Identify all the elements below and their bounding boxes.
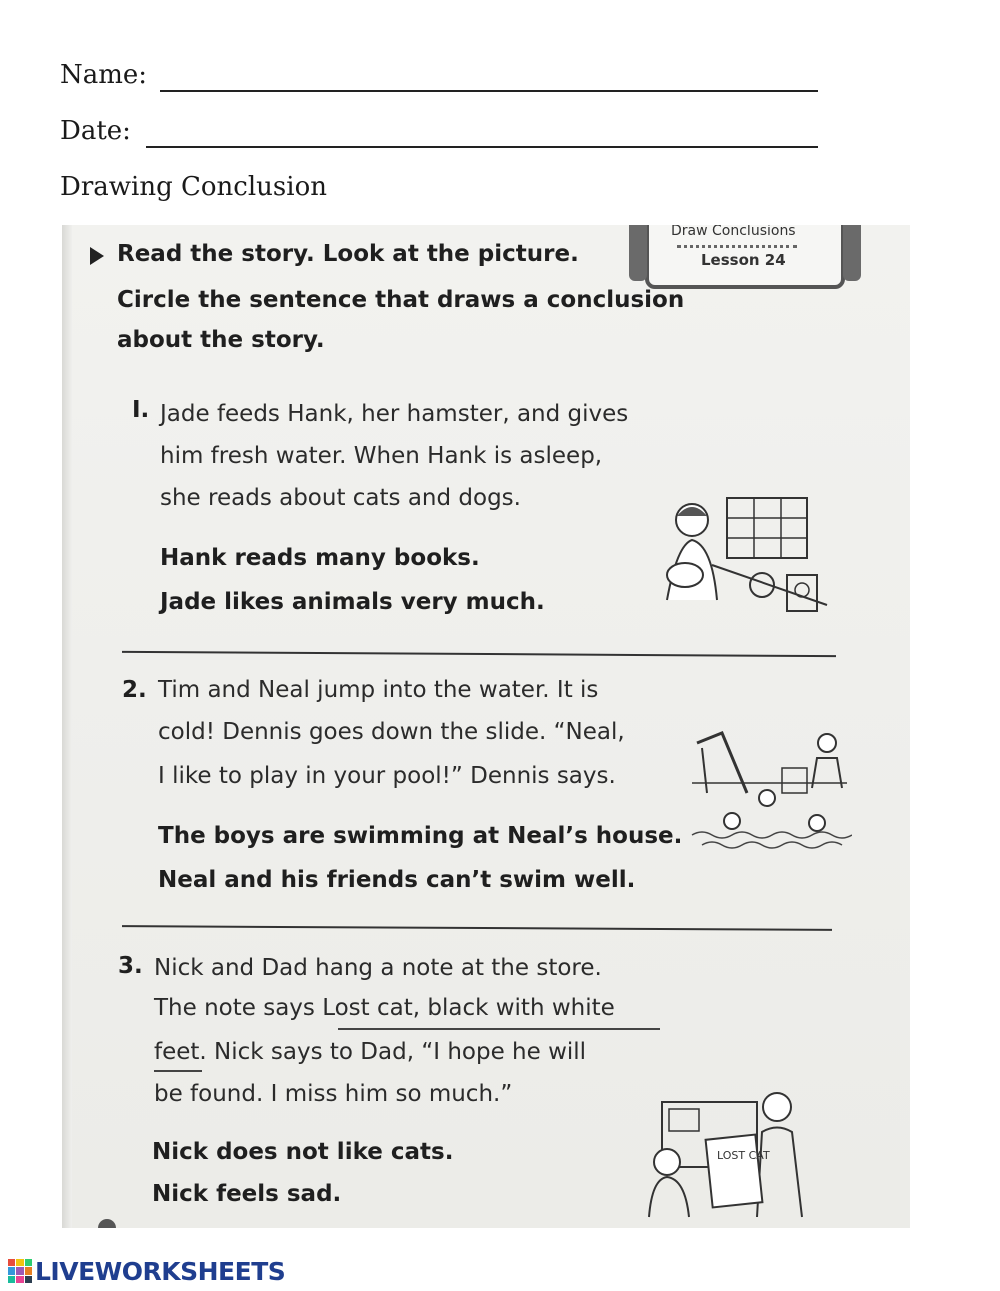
instruction-line-1: Read the story. Look at the picture.	[117, 241, 579, 267]
q3-option-1[interactable]: Nick does not like cats.	[152, 1139, 454, 1165]
q1-number: I.	[132, 397, 150, 423]
q3-line-1: Nick and Dad hang a note at the store.	[154, 955, 602, 981]
q2-number: 2.	[122, 677, 147, 703]
lost-cat-sign: LOST CAT	[717, 1149, 770, 1162]
instruction-line-3: about the story.	[117, 327, 325, 353]
q1-line-3: she reads about cats and dogs.	[160, 485, 521, 511]
liveworksheets-logo-icon	[8, 1259, 32, 1283]
q2-option-2[interactable]: Neal and his friends can’t swim well.	[158, 867, 636, 893]
q3-underline-2	[154, 1070, 202, 1072]
lesson-badge	[645, 225, 845, 289]
q3-line-3: feet. Nick says to Dad, “I hope he will	[154, 1039, 587, 1065]
badge-divider	[677, 245, 797, 248]
q1-picture	[657, 490, 837, 620]
q3-picture	[637, 1087, 817, 1222]
badge-topic: Draw Conclusions	[671, 225, 796, 239]
q1-line-2: him fresh water. When Hank is asleep,	[160, 443, 603, 469]
scan-edge	[62, 225, 72, 1228]
arrow-icon	[90, 247, 104, 265]
q2-line-1: Tim and Neal jump into the water. It is	[158, 677, 599, 703]
badge-lesson: Lesson 24	[701, 251, 786, 269]
date-label: Date:	[60, 116, 131, 146]
q1-option-2[interactable]: Jade likes animals very much.	[160, 589, 545, 615]
q1-line-1: Jade feeds Hank, her hamster, and gives	[160, 401, 629, 427]
q2-option-1[interactable]: The boys are swimming at Neal’s house.	[158, 823, 683, 849]
brand-name: LIVEWORKSHEETS	[35, 1256, 286, 1286]
badge-tab-left	[629, 225, 647, 281]
page-title: Drawing Conclusion	[60, 172, 327, 202]
name-line[interactable]	[160, 90, 818, 92]
q1-option-1[interactable]: Hank reads many books.	[160, 545, 480, 571]
footer-logo[interactable]	[8, 1256, 285, 1286]
q3-option-2[interactable]: Nick feels sad.	[152, 1181, 342, 1207]
q3-number: 3.	[118, 953, 143, 979]
q3-line-2: The note says Lost cat, black with white	[154, 995, 615, 1021]
badge-tab-right	[843, 225, 861, 281]
date-line[interactable]	[146, 146, 818, 148]
q2-line-3: I like to play in your pool!” Dennis says.	[158, 763, 616, 789]
q3-line-4: be found. I miss him so much.”	[154, 1081, 513, 1107]
worksheet-scan	[62, 225, 910, 1228]
q2-line-2: cold! Dennis goes down the slide. “Neal,	[158, 719, 625, 745]
instruction-line-2: Circle the sentence that draws a conclusion	[117, 287, 685, 313]
q2-picture	[687, 723, 852, 858]
name-label: Name:	[60, 60, 148, 90]
q3-underline-1	[338, 1028, 660, 1030]
